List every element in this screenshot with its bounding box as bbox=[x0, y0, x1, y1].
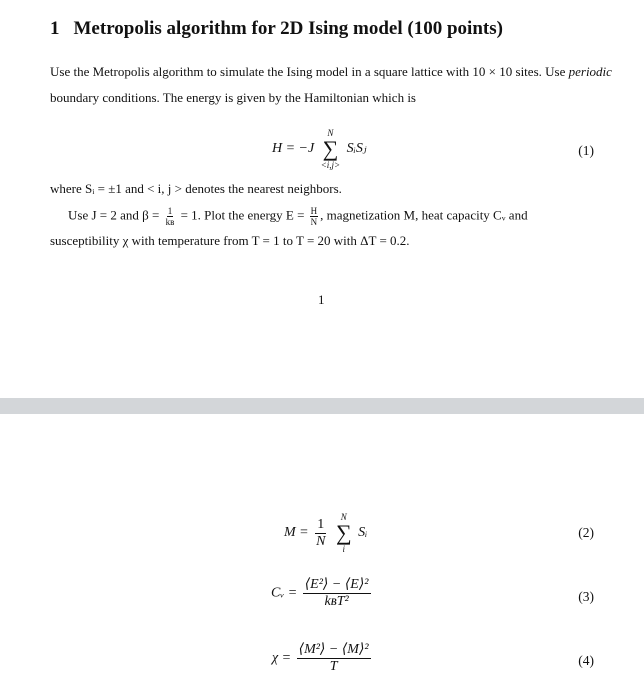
eq2-numerator: 1 bbox=[317, 516, 325, 532]
equation-3-number: (3) bbox=[578, 589, 594, 604]
section-heading bbox=[50, 18, 503, 40]
eq4-denominator: T bbox=[329, 659, 338, 674]
eq2-sum-lower: i bbox=[342, 544, 346, 554]
equation-2 bbox=[284, 512, 367, 554]
eq1-lhs: H = −J bbox=[272, 141, 315, 157]
equation-4-number: (4) bbox=[578, 653, 594, 668]
eq2-lhs: M = bbox=[284, 525, 309, 541]
page-separator bbox=[0, 398, 644, 414]
eq2-summation: N ∑ i bbox=[335, 512, 352, 554]
beta-fraction bbox=[165, 206, 176, 227]
equation-1-number: (1) bbox=[578, 143, 594, 158]
intro-text-mid: sites. Use bbox=[512, 64, 569, 79]
equation-4 bbox=[272, 643, 373, 674]
eq2-denominator: N bbox=[316, 533, 326, 549]
document-page-2 bbox=[0, 414, 644, 700]
eq2-fraction bbox=[314, 518, 327, 549]
equation-2-number: (2) bbox=[578, 525, 594, 540]
eq3-denominator: kʙT² bbox=[324, 594, 349, 609]
where-line: where Sᵢ = ±1 and < i, j > denotes the nearest neighbors. bbox=[50, 181, 342, 196]
eq2-body: Sᵢ bbox=[358, 525, 368, 541]
lattice-size: 10 × 10 bbox=[472, 64, 513, 79]
eq1-summation: N ∑ <i,j> bbox=[320, 128, 341, 170]
equation-3 bbox=[271, 578, 373, 609]
eq4-lhs: χ = bbox=[272, 650, 292, 666]
eq3-lhs: Cᵥ = bbox=[271, 585, 298, 601]
instructions-text-b: = 1. Plot the energy E = bbox=[177, 207, 308, 223]
energy-denominator: N bbox=[310, 217, 318, 227]
eq1-sum-upper: N bbox=[327, 128, 334, 138]
eq4-fraction bbox=[297, 643, 371, 674]
eq3-numerator: ⟨E²⟩ − ⟨E⟩² bbox=[304, 577, 369, 592]
section-number: 1 bbox=[50, 18, 60, 39]
eq3-fraction bbox=[303, 578, 371, 609]
instructions-line-1 bbox=[68, 206, 528, 227]
instructions-text-a: Use J = 2 and β = bbox=[68, 207, 163, 223]
eq1-body: SᵢSⱼ bbox=[346, 141, 367, 157]
eq2-sum-upper: N bbox=[340, 512, 347, 522]
energy-fraction bbox=[310, 206, 319, 227]
eq4-numerator: ⟨M²⟩ − ⟨M⟩² bbox=[298, 642, 369, 657]
instructions-line-2: susceptibility χ with temperature from T = 1 to T = 20 with ΔT = 0.2. bbox=[50, 233, 410, 248]
energy-numerator: H bbox=[310, 206, 318, 216]
intro-line-2: boundary conditions. The energy is given by the Hamiltonian which is bbox=[50, 90, 416, 105]
page-number: 1 bbox=[318, 292, 325, 307]
periodic-emphasis: periodic bbox=[568, 64, 612, 79]
intro-text: Use the Metropolis algorithm to simulate the Ising model in a square lattice with bbox=[50, 64, 473, 79]
intro-line-1 bbox=[50, 64, 612, 80]
section-title-text: Metropolis algorithm for 2D Ising model (100 points) bbox=[73, 18, 503, 39]
beta-numerator: 1 bbox=[167, 206, 173, 216]
equation-1 bbox=[272, 128, 367, 170]
beta-denominator: kʙ bbox=[165, 217, 175, 227]
eq1-sum-lower: <i,j> bbox=[320, 160, 341, 170]
instructions-text-c: , magnetization M, heat capacity Cᵥ and bbox=[320, 207, 528, 223]
